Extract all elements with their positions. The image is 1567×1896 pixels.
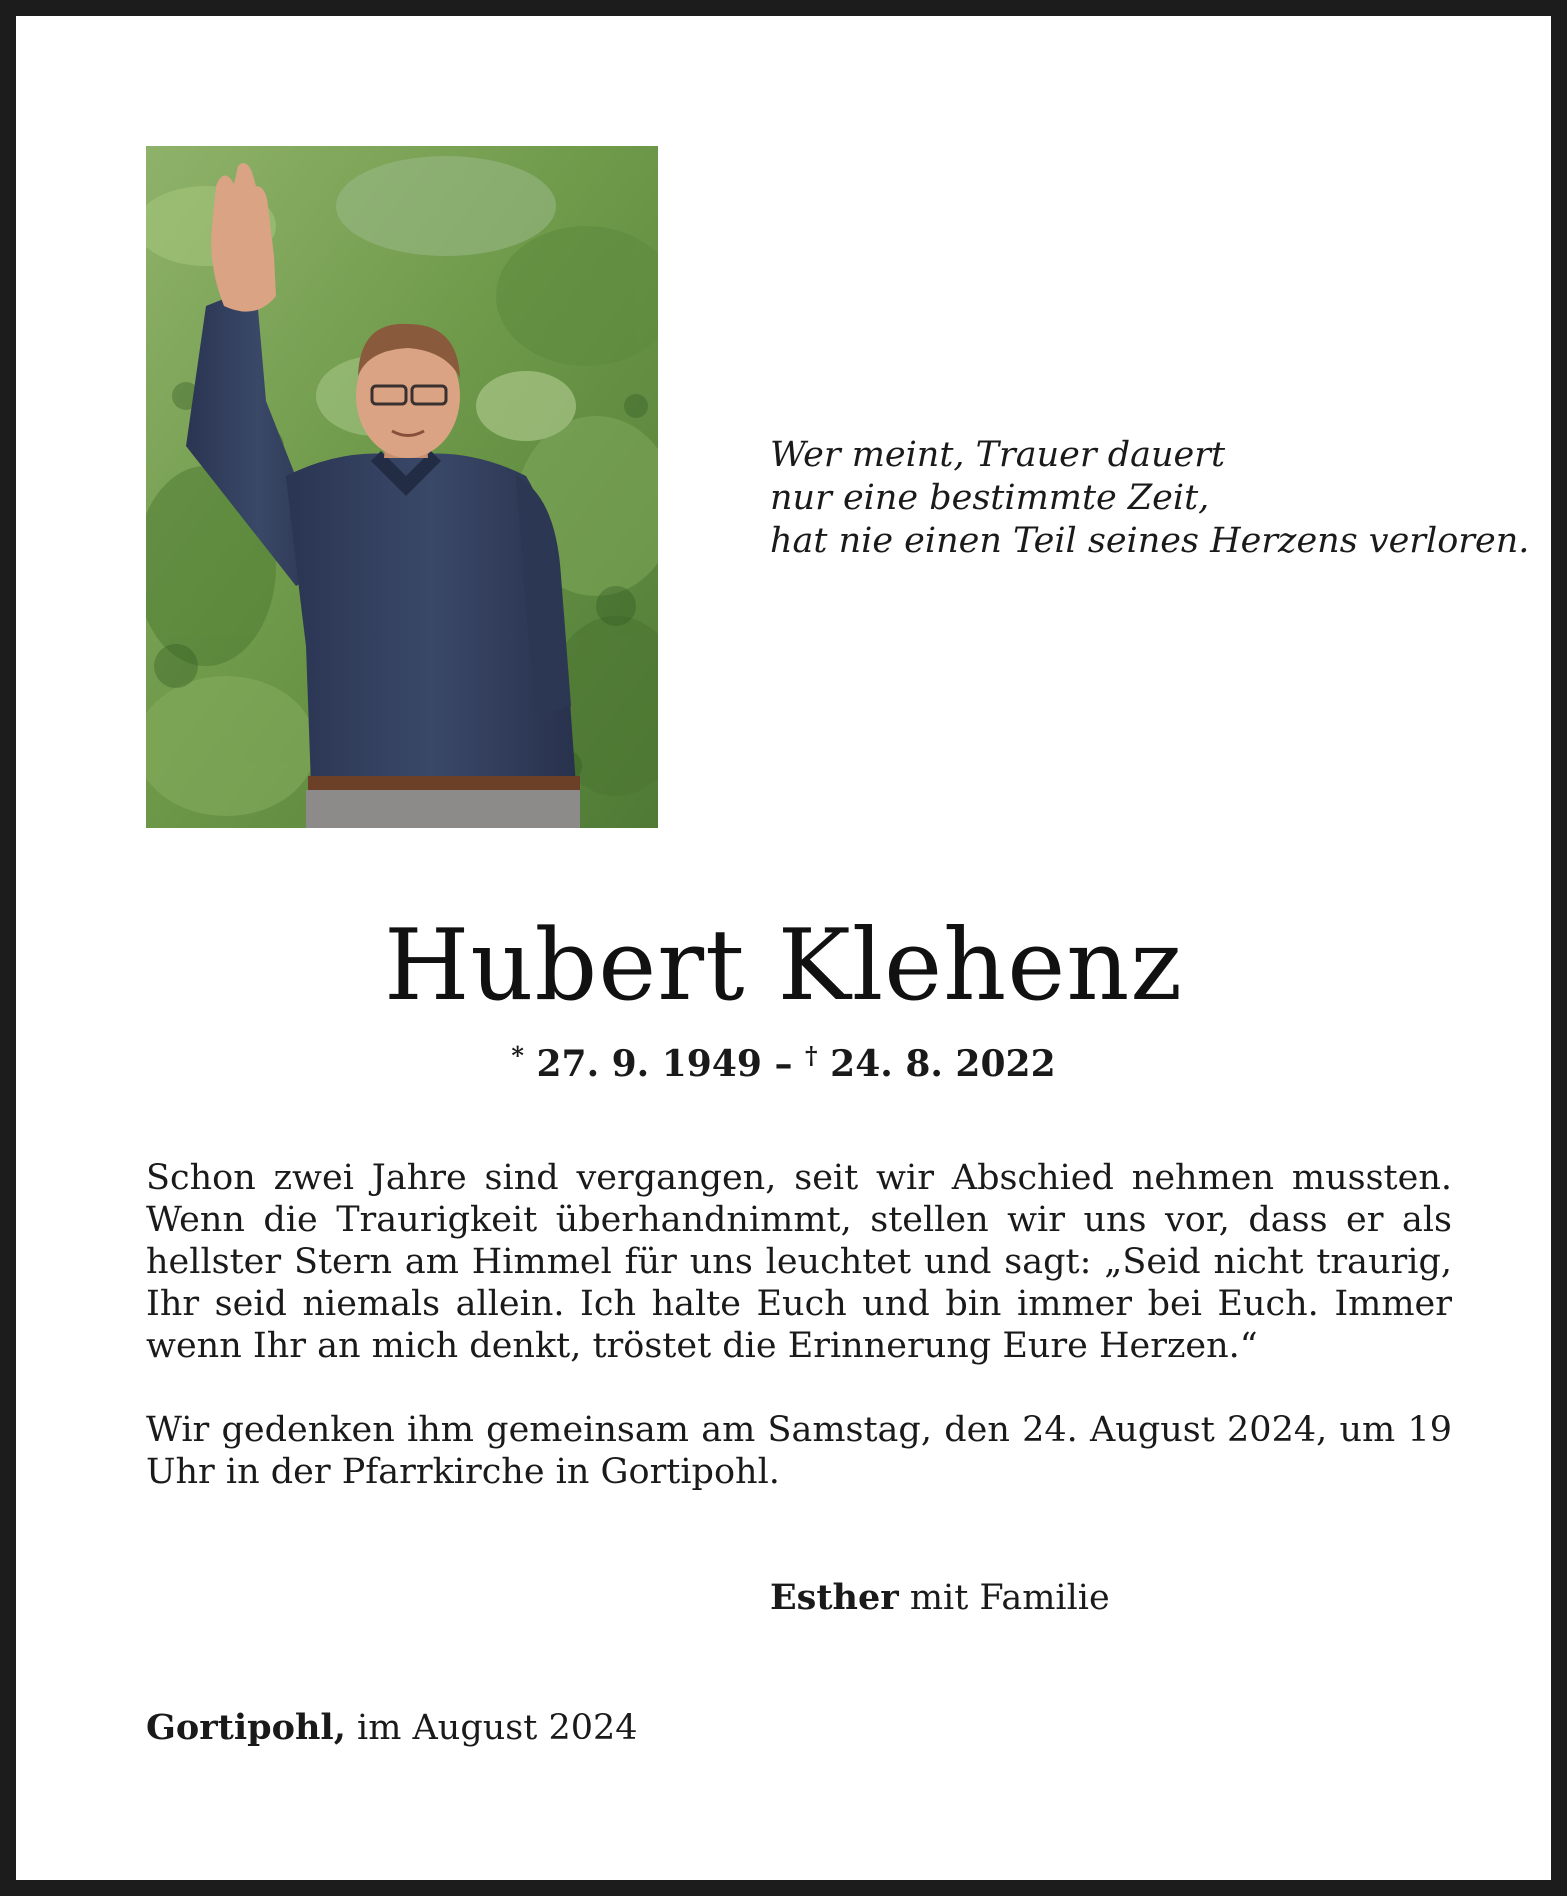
- memorial-paragraph: Schon zwei Jahre sind vergangen, seit wir Abschied nehmen mussten. Wenn die Traurigkeit überhandnimmt, stellen wir uns vor, dass er als hellster Stern am Himmel für uns leuchtet und sagt: „Seid nicht traurig, Ihr seid niemals allein. Ich halte Euch und bin immer bei Euch. Immer wenn Ihr an mich denkt, tröstet die Erinnerung Eure Herzen.“: [146, 1158, 1452, 1366]
- portrait-illustration: [146, 146, 658, 828]
- memorial-quote: [770, 434, 1529, 563]
- quote-line: Wer meint, Trauer dauert: [770, 435, 1226, 475]
- signature-rest: mit Familie: [898, 1578, 1110, 1618]
- quote-line: hat nie einen Teil seines Herzens verloren.: [770, 521, 1530, 561]
- death-date: 24. 8. 2022: [830, 1043, 1056, 1085]
- quote-line: nur eine bestimmte Zeit,: [770, 478, 1210, 518]
- birth-symbol: *: [511, 1041, 524, 1070]
- place-name: Gortipohl,: [146, 1707, 346, 1748]
- deceased-name: Hubert Klehenz: [383, 909, 1184, 1023]
- life-dates: [16, 1032, 1551, 1088]
- place-date-line: [146, 1706, 638, 1750]
- portrait-photo: [146, 146, 658, 828]
- date-separator: –: [774, 1043, 793, 1085]
- signature: [770, 1576, 1110, 1620]
- place-date: im August 2024: [345, 1708, 638, 1748]
- death-symbol: †: [805, 1041, 818, 1070]
- birth-date: 27. 9. 1949: [536, 1043, 762, 1085]
- service-announcement: Wir gedenken ihm gemeinsam am Samstag, den 24. August 2024, um 19 Uhr in der Pfarrkirche in Gortipohl.: [146, 1410, 1452, 1492]
- signature-name: Esther: [770, 1577, 899, 1618]
